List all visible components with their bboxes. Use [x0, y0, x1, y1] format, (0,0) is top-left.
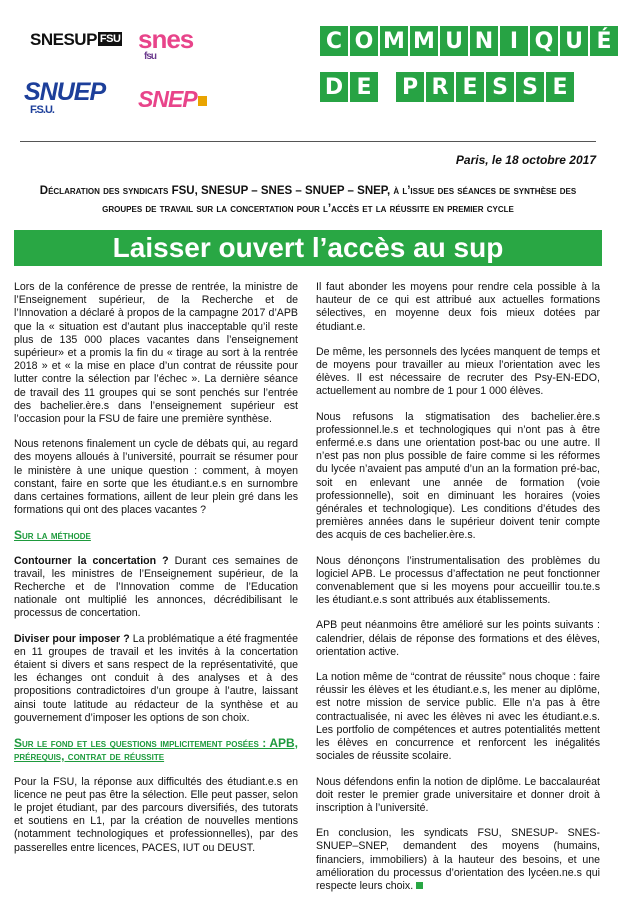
snes-logo-text: snes	[138, 24, 194, 54]
header-letter-tile: Q	[530, 26, 558, 56]
dateline: Paris, le 18 octobre 2017	[455, 153, 596, 167]
header-letter-tile: E	[350, 72, 378, 102]
snuep-logo	[24, 78, 105, 116]
subheading: Contourner la concertation ?	[14, 554, 169, 567]
paragraph: Nous dénonçons l’instrumentalisation des problèmes du logiciel APB. Le processus d’affectation ne peut fonctionner convenablement que si les moyens pour accueillir tou.te.s les étudiant.e.s sont attribués aux établissements.	[316, 554, 600, 607]
header-letter-tile: S	[516, 72, 544, 102]
paragraph: Il faut abonder les moyens pour rendre cela possible à la hauteur de ce qui est attribué aux actuelles formations sélectives, en moyenne deux fois mieux dotées par étudiant.e.	[316, 281, 600, 333]
header-letter-tile: R	[426, 72, 454, 102]
paragraph-text: La problématique a été fragmentée en 11 groupes de travail et les invités à la concertation étaient si divers et sans respect de la représentativité, que les échanges ont conduit à des analyses et à des propositions contradictoires d’un groupe à l’autre, laissant ainsi toute latitude au rédacteur de la synthèse et au gouvernement d’imposer les options de son choix.	[14, 632, 298, 724]
snesup-logo	[30, 30, 122, 50]
header-letter-tile: U	[560, 26, 588, 56]
right-column	[316, 281, 600, 905]
paragraph: Nous retenons finalement un cycle de débats qui, au regard des moyens alloués à l’université, pourrait se résumer pour le ministère à une unique question : comment, à moyen constant, faire en sorte que les étudiant.e.s en surnombre dans certaines formations, aillent de leur plein gré dans les formations qui ont des places vacantes ?	[14, 438, 298, 517]
header-letter-tile: É	[590, 26, 618, 56]
communique-de-presse-header	[320, 26, 618, 118]
paragraph	[14, 633, 298, 725]
header-letter-tile: C	[320, 26, 348, 56]
snes-logo	[138, 24, 193, 62]
snep-logo-text: SNEP	[138, 86, 197, 112]
header-letter-tile: O	[350, 26, 378, 56]
communique-row	[320, 26, 618, 56]
paragraph-text: En conclusion, les syndicats FSU, SNESUP- SNES- SNUEP–SNEP, demandent des moyens (humains, financiers, immobiliers) à la hauteur des besoins, et une amélioration du processus d’orientation des lycéen.ne.s qui respecte leurs choix.	[316, 827, 600, 892]
header-letter-tile: M	[380, 26, 408, 56]
paragraph	[316, 827, 600, 893]
paragraph: Lors de la conférence de presse de rentrée, la ministre de l’Enseignement supérieur, de la Recherche et de l’Innovation a déclaré à propos de la campagne 2017 d’APB que la « situation est d’autant plus inacceptable qu’il reste plus de 135 000 places vacantes dans l’enseignement supérieur» et a promis la fin du « tirage au sort à la rentrée 2018 » et « la mise en place d’un contrat de réussite pour lutter contre la sélection par l’échec ». La dernière séance de travail des 11 groupes qui se sont penchés sur l’entrée des bachelier.ère.s dans l’enseignement supérieur est l’occasion pour la FSU de faire une première synthèse.	[14, 281, 298, 426]
paragraph: De même, les personnels des lycées manquent de temps et de moyens pour travailler au mieux l’orientation avec les élèves. Il est nécessaire de recruter des Psy-EN-EDO, actuellement au nombre de 1 pour 1 000 élèves.	[316, 345, 600, 398]
header-letter-tile: E	[546, 72, 574, 102]
snes-logo-sub: fsu	[144, 51, 156, 62]
left-column	[14, 281, 298, 867]
header-letter-tile: S	[486, 72, 514, 102]
subheading: Diviser pour imposer ?	[14, 632, 130, 645]
paragraph: APB peut néanmoins être amélioré sur les points suivants : calendrier, délais de réponse des formations et des élèves, orientation active.	[316, 619, 600, 658]
header-letter-tile	[380, 72, 394, 102]
section-heading-substance: Sur le fond et les questions implicitement posées : APB, prérequis, contrat de réussite	[14, 736, 298, 764]
header-letter-tile: P	[396, 72, 424, 102]
paragraph: La notion même de “contrat de réussite” nous choque : faire réussir les élèves et les étudiant.e.s, les mener au diplôme, est notre mission de service public. Elle n’a pas à être contractualisée, ni avec les élèves ni avec les étudiant.e.s. Les portfolio de compétences et autres potentialités mettent les élèves en concurrence et renforcent les inégalités sociales de réussite scolaire.	[316, 671, 600, 763]
snesup-fsu-tag: FSU	[99, 33, 121, 45]
snesup-logo-text: SNESUP	[30, 30, 97, 49]
header-divider	[20, 141, 596, 142]
header-letter-tile: E	[456, 72, 484, 102]
snuep-logo-sub: F.S.U.	[30, 104, 54, 116]
header-letter-tile: I	[500, 26, 528, 56]
header-letter-tile: U	[440, 26, 468, 56]
paragraph: Nous défendons enfin la notion de diplôme. Le baccalauréat doit rester le premier grade universitaire et donner droit à inscription à l’université.	[316, 775, 600, 814]
header-letter-tile: N	[470, 26, 498, 56]
snuep-logo-text: SNUEP	[24, 78, 106, 106]
declaration-subtitle: Déclaration des syndicats FSU, SNESUP – SNES – SNUEP – SNEP, à l’issue des séances de synthèse des groupes de travail sur la concertation pour l’accès et la réussite en premier cycle	[39, 185, 577, 215]
header-letter-tile: D	[320, 72, 348, 102]
end-mark-icon	[416, 882, 423, 889]
paragraph	[14, 555, 298, 621]
page-title: Laisser ouvert l’accès au sup	[14, 230, 602, 266]
snep-logo-mark	[198, 96, 207, 106]
header-letter-tile: M	[410, 26, 438, 56]
section-heading-method: Sur la méthode	[14, 528, 91, 543]
paragraph: Nous refusons la stigmatisation des bachelier.ère.s professionnel.le.s et technologiques qui n’ont pas à être enfermé.e.s dans une orientation post-bac ou une autre. Il n’est pas non plus possible de faire comme si les réformes du lycée n’avaient pas amputé d’un an la formation pré-bac, soit en enlevant une année de formation (voie professionnelle), soit en diminuant les horaires (voies générales et technologique). Les conditions d’études des premières années dans le supérieur doivent tenir compte des acquis de ces bachelier.ère.s.	[316, 410, 600, 542]
de-presse-row	[320, 72, 618, 102]
snep-logo	[138, 86, 207, 113]
paragraph: Pour la FSU, la réponse aux difficultés des étudiant.e.s en licence ne peut pas être la sélection. Elle peut passer, selon le projet étudiant, par des parcours diversifiés, des tutorats et soutiens en L1, par la création de nouvelles mentions (notamment technologiques et professionnelles), par des passerelles entre licences, PACES, IUT ou DEUST.	[14, 775, 298, 854]
union-logos	[20, 22, 240, 134]
paragraph-text: Durant ces semaines de travail, les ministres de l’Enseignement supérieur, de la Recherche et de l’Innovation comme de l’Education nationale ont multiplié les annonces, décrédibilisant le processus de concertation.	[14, 554, 298, 620]
